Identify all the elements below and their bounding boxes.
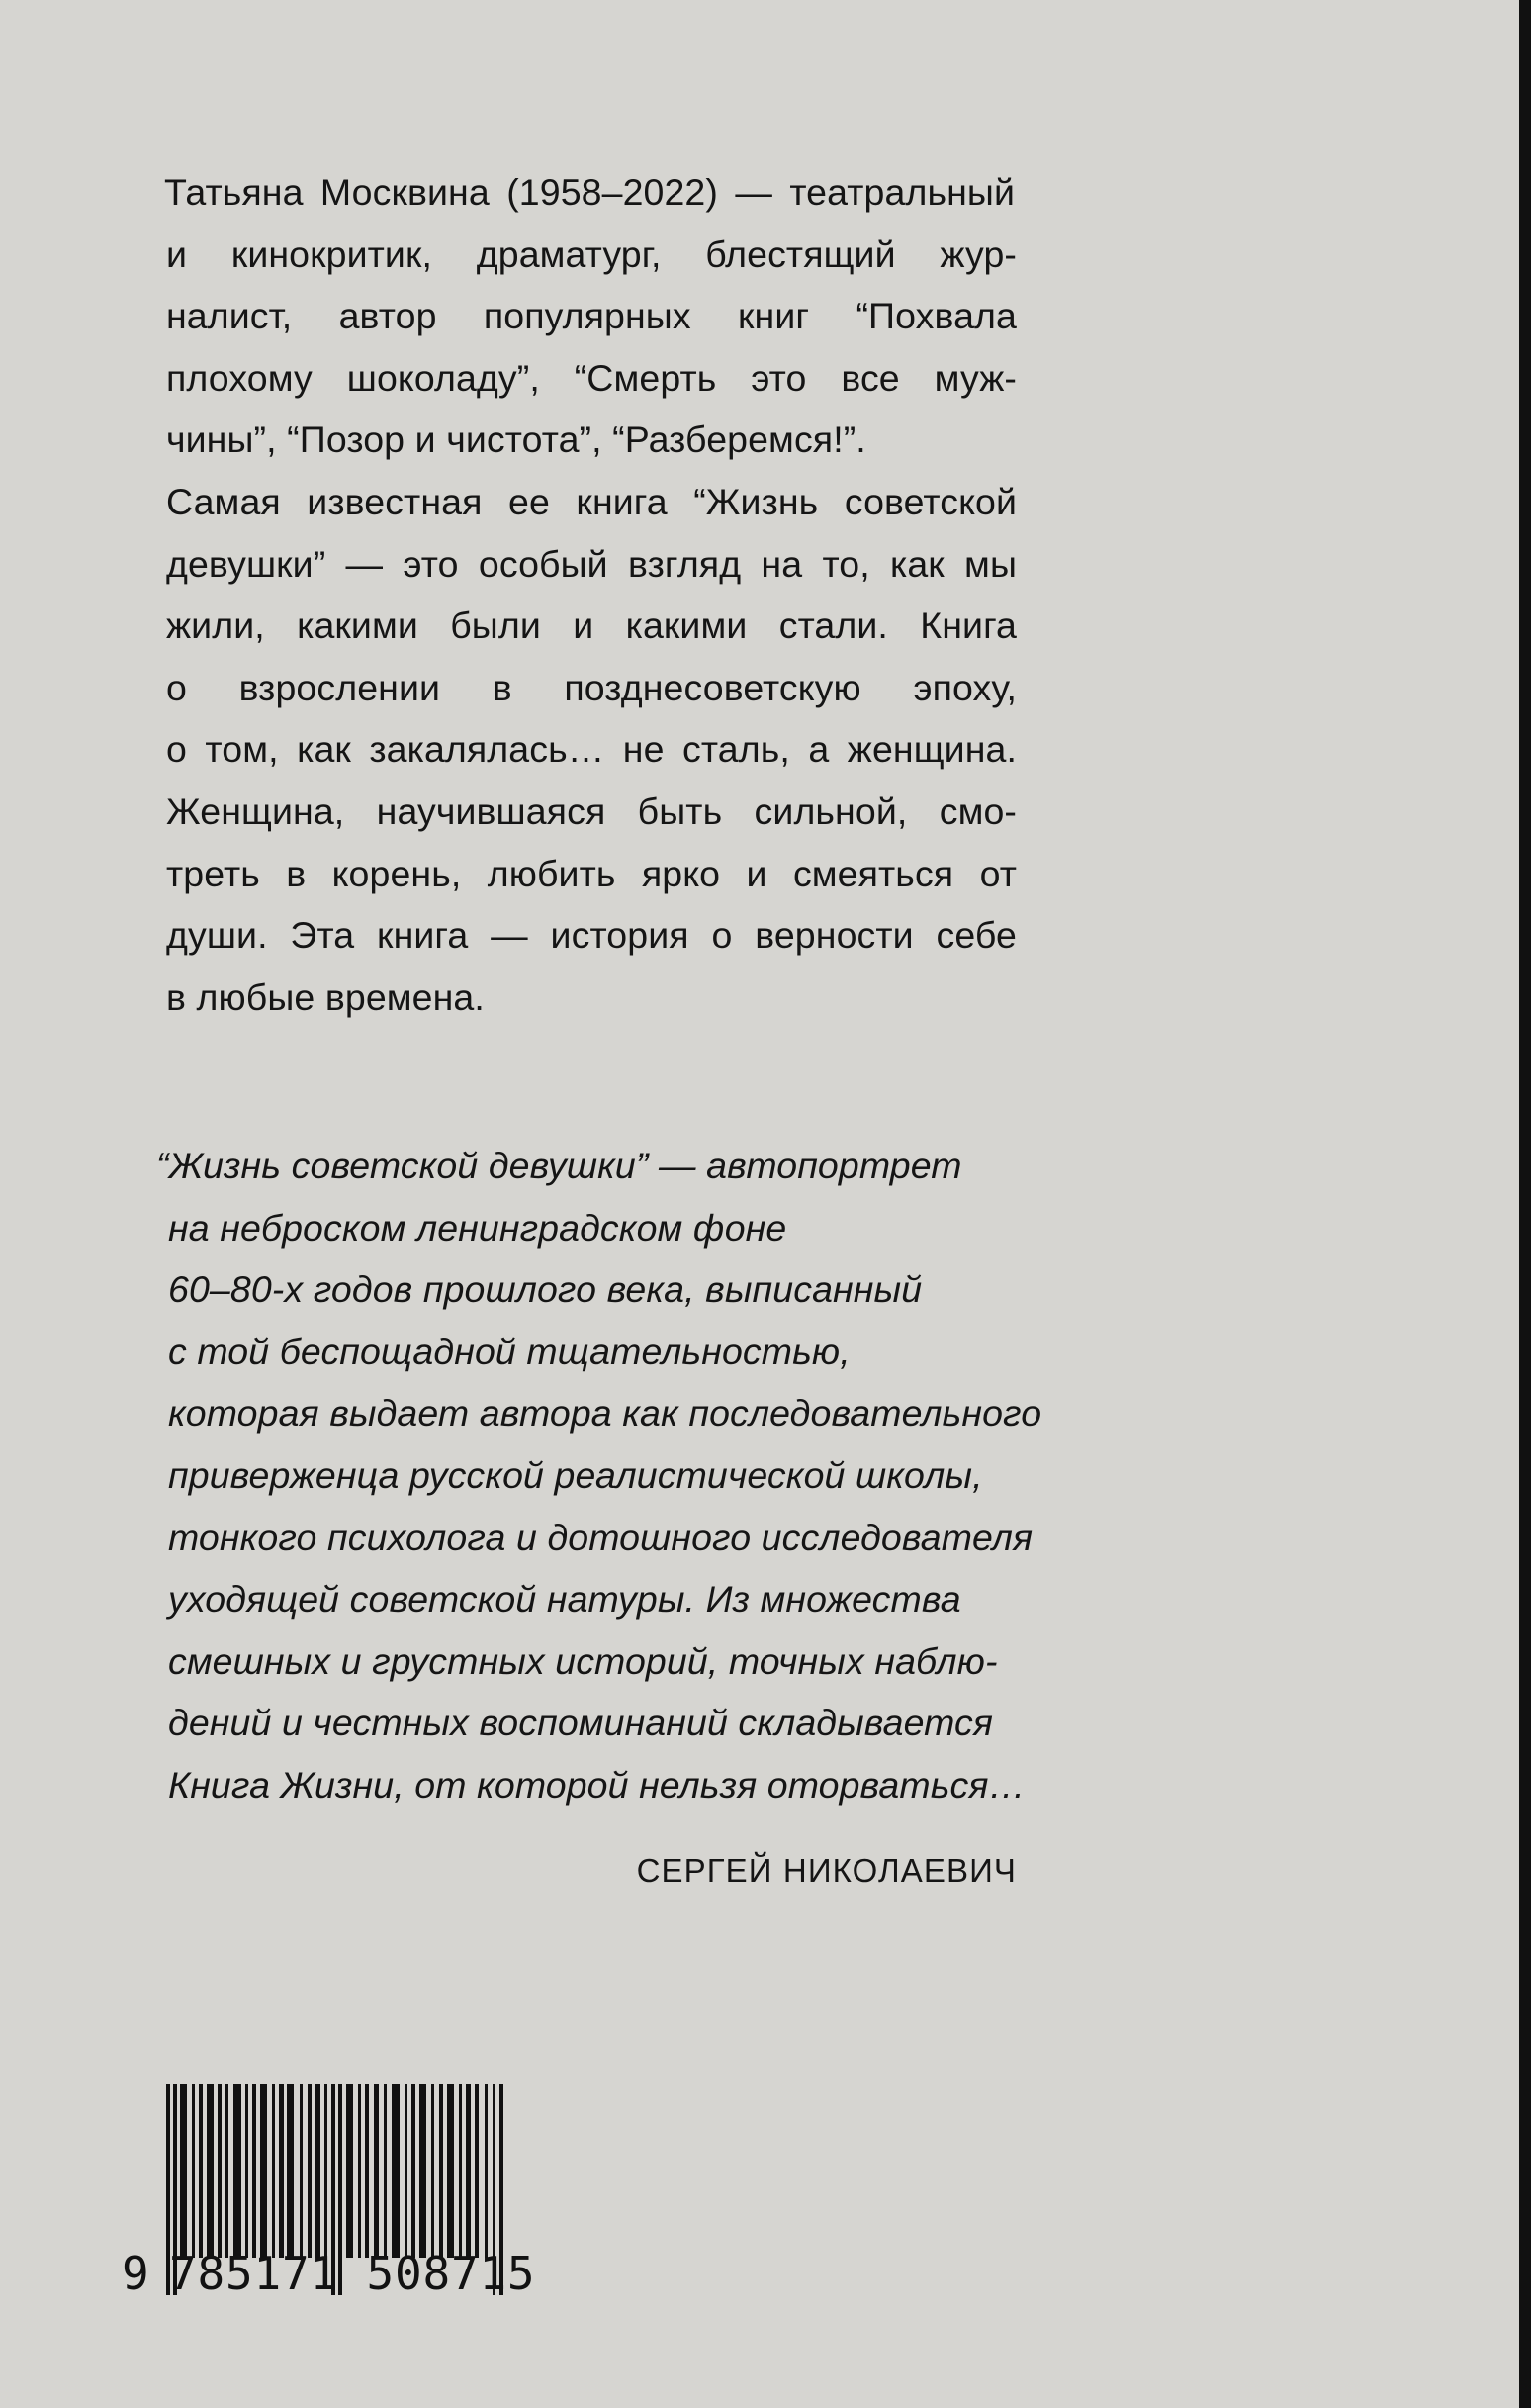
barcode-bar: [431, 2084, 434, 2258]
quote-author: СЕРГЕЙ НИКОЛАЕВИЧ: [636, 1852, 1017, 1889]
quote-line-7: тонкого психолога и дотошного исследователя: [168, 1516, 1034, 1558]
annotation-line-3: налист, автор популярных книг “Похвала: [166, 295, 1017, 337]
quote-line-10: дений и честных воспоминаний складывается: [168, 1702, 994, 1744]
annotation-line-2: и кинокритик, драматург, блестящий жур-: [166, 232, 1017, 275]
barcode-bar: [260, 2084, 267, 2258]
barcode-bar: [365, 2084, 369, 2258]
barcode-first-digit: 9: [122, 2247, 149, 2300]
barcode-digits: 785171 508715: [169, 2247, 536, 2300]
quote-line-5: которая выдает автора как последовательного: [168, 1392, 1042, 1435]
barcode-bar: [324, 2084, 327, 2258]
barcode-bar: [233, 2084, 241, 2258]
book-annotation: [166, 161, 1017, 1028]
barcode-bar: [466, 2084, 471, 2258]
barcode-bar: [218, 2084, 222, 2258]
quote-line-2: на неброском ленинградском фоне: [168, 1206, 787, 1249]
barcode-bar: [245, 2084, 248, 2258]
barcode-bar: [315, 2084, 320, 2258]
quote-line-3: 60–80-х годов прошлого века, выписанный: [168, 1268, 923, 1311]
annotation-line-14: в любые времена.: [166, 975, 485, 1018]
barcode-bar: [225, 2084, 228, 2258]
review-quote: [156, 1135, 1046, 1816]
annotation-line-10: о том, как закалялась… не сталь, а женщина.: [166, 728, 1017, 771]
isbn-barcode: [119, 2084, 544, 2311]
barcode-bar: [199, 2084, 203, 2258]
quote-line-4: с той беспощадной тщательностью,: [168, 1330, 851, 1372]
barcode-bar: [439, 2084, 443, 2258]
quote-line-8: уходящей советской натуры. Из множества: [168, 1578, 961, 1621]
annotation-line-9: о взрослении в позднесоветскую эпоху,: [166, 666, 1017, 708]
annotation-line-12: треть в корень, любить ярко и смеяться от: [166, 852, 1017, 894]
annotation-line-5: чины”, “Позор и чистота”, “Разберемся!”.: [166, 418, 866, 461]
barcode-bar: [405, 2084, 407, 2258]
barcode-bar: [485, 2084, 488, 2258]
quote-line-9: смешных и грустных историй, точных наблю-: [168, 1639, 998, 1682]
barcode-bar: [411, 2084, 415, 2258]
barcode-bar: [300, 2084, 303, 2258]
barcode-bar: [346, 2084, 353, 2258]
barcode-bar: [180, 2084, 187, 2258]
barcode-bar: [419, 2084, 426, 2258]
quote-line-11: Книга Жизни, от которой нельзя оторваться…: [168, 1763, 1027, 1806]
annotation-line-6: Самая известная ее книга “Жизнь советской: [166, 480, 1017, 522]
barcode-bar: [252, 2084, 256, 2258]
quote-line-1: “Жизнь советской девушки” — автопортрет: [156, 1145, 962, 1186]
barcode-bar: [374, 2084, 379, 2258]
annotation-line-13: души. Эта книга — история о верности себе: [166, 914, 1017, 957]
annotation-line-11: Женщина, научившаяся быть сильной, смо-: [166, 789, 1017, 832]
barcode-bar: [279, 2084, 284, 2258]
annotation-line-4: плохому шоколаду”, “Смерть это все муж-: [166, 356, 1017, 399]
barcode-bar: [272, 2084, 275, 2258]
barcode-bar: [459, 2084, 462, 2258]
barcode-bar: [207, 2084, 214, 2258]
annotation-line-7: девушки” — это особый взгляд на то, как мы: [166, 542, 1017, 585]
barcode-bar: [192, 2084, 195, 2258]
annotation-line-1: Татьяна Москвина (1958–2022) — театральный: [164, 171, 1015, 213]
barcode-bar: [358, 2084, 361, 2258]
barcode-bar: [308, 2084, 312, 2258]
barcode-bar: [447, 2084, 454, 2258]
barcode-bar: [475, 2084, 479, 2258]
barcode-bar: [392, 2084, 400, 2258]
right-edge-strip: [1519, 0, 1531, 2408]
annotation-line-8: жили, какими были и какими стали. Книга: [166, 604, 1017, 647]
quote-line-6: приверженца русской реалистической школы,: [168, 1453, 983, 1496]
barcode-bar: [384, 2084, 387, 2258]
barcode-bar: [287, 2084, 294, 2258]
